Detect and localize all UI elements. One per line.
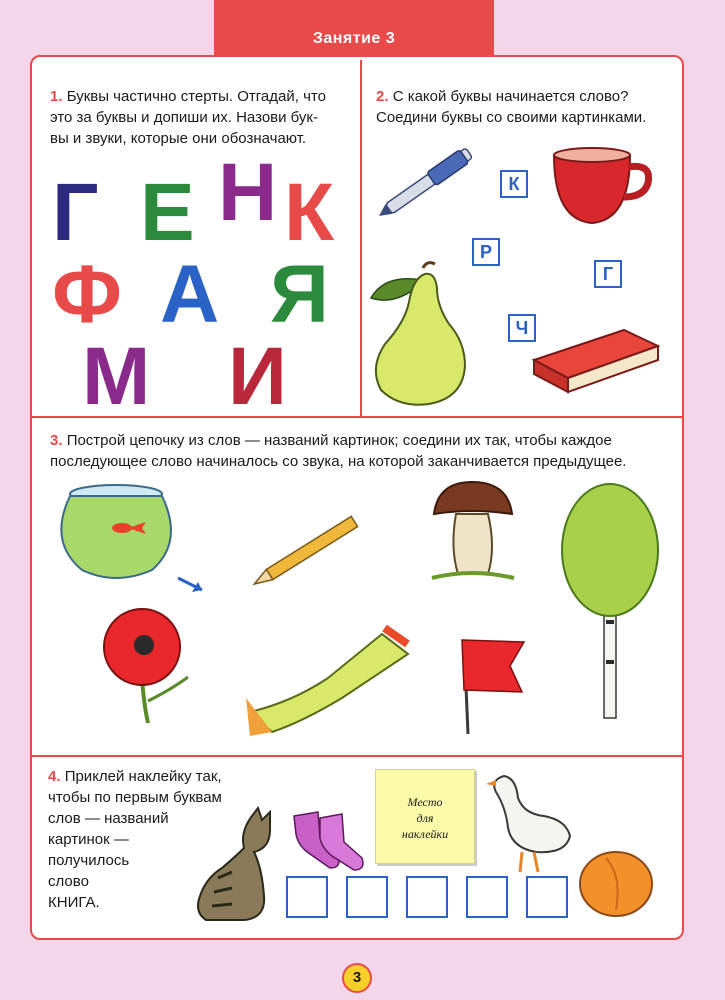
poppy-icon	[92, 605, 202, 725]
letter-3: Н	[218, 147, 278, 238]
letter-9: И	[228, 331, 287, 422]
pencil-icon	[252, 508, 372, 588]
task4-line1: Приклей наклейку так,	[64, 768, 222, 785]
letter-5: Ф	[52, 249, 122, 340]
answer-box-4[interactable]	[466, 876, 508, 918]
flag-icon	[448, 636, 528, 736]
task4-line2: чтобы по первым буквам	[48, 789, 222, 806]
task2-line1: С какой буквы начинается слово?	[392, 88, 629, 105]
answer-box-2[interactable]	[346, 876, 388, 918]
mushroom-icon	[428, 478, 518, 588]
sticker-line1: Место	[407, 795, 443, 809]
task3-line1: Построй цепочку из слов — названий картинок; соедини их так, чтобы каждое	[66, 432, 612, 449]
socks-icon	[290, 808, 370, 873]
pen-icon	[372, 135, 492, 225]
task1-line2: это за буквы и допиши их. Назови бук-	[50, 109, 318, 126]
task2-line2: Соедини буквы со своими картинками.	[376, 109, 647, 126]
aquarium-icon	[52, 482, 192, 592]
cup-icon	[548, 145, 658, 230]
letter-box-g[interactable]: Г	[594, 260, 622, 288]
answer-box-3[interactable]	[406, 876, 448, 918]
letter-box-r[interactable]: Р	[472, 238, 500, 266]
answer-box-1[interactable]	[286, 876, 328, 918]
apricot-icon	[576, 848, 656, 920]
letter-8: М	[82, 331, 151, 422]
birch-icon	[556, 480, 666, 720]
task2-text	[376, 86, 676, 128]
pear-icon	[365, 258, 475, 408]
letter-1: Г	[52, 167, 99, 258]
divider-vertical	[360, 60, 362, 417]
task3-number: 3.	[50, 432, 63, 449]
task4-line7: КНИГА.	[48, 894, 100, 911]
task4-line6: слово	[48, 873, 89, 890]
divider-2	[31, 755, 683, 757]
sticker-line2: для	[416, 811, 434, 825]
goose-icon	[486, 768, 576, 878]
letter-4: К	[284, 167, 335, 258]
letter-6: А	[160, 249, 220, 340]
letter-2: Е	[140, 167, 195, 258]
task1-text	[50, 86, 350, 149]
task4-line4: картинок —	[48, 831, 129, 848]
task3-line2: последующее слово начиналось со звука, на которой заканчивается предыдущее.	[50, 453, 627, 470]
sticker-line3: наклейки	[401, 827, 449, 841]
letter-box-k[interactable]: К	[500, 170, 528, 198]
task2-number: 2.	[376, 88, 389, 105]
task1-line3: вы и звуки, которые они обозначают.	[50, 130, 307, 147]
task4-number: 4.	[48, 768, 61, 785]
task4-line5: получилось	[48, 852, 130, 869]
book-icon	[524, 320, 664, 400]
page-number: 3	[342, 963, 372, 993]
lesson-title: Занятие 3	[312, 30, 396, 47]
scarf-icon	[232, 628, 412, 738]
task1-line1: Буквы частично стерты. Отгадай, что	[66, 88, 326, 105]
letter-box-ch[interactable]: Ч	[508, 314, 536, 342]
sticker-placeholder[interactable]	[375, 769, 475, 864]
task3-text	[50, 430, 680, 472]
cat-icon	[192, 808, 282, 923]
answer-box-5[interactable]	[526, 876, 568, 918]
task4-line3: слов — названий	[48, 810, 169, 827]
task1-number: 1.	[50, 88, 63, 105]
letter-7: Я	[270, 249, 329, 340]
